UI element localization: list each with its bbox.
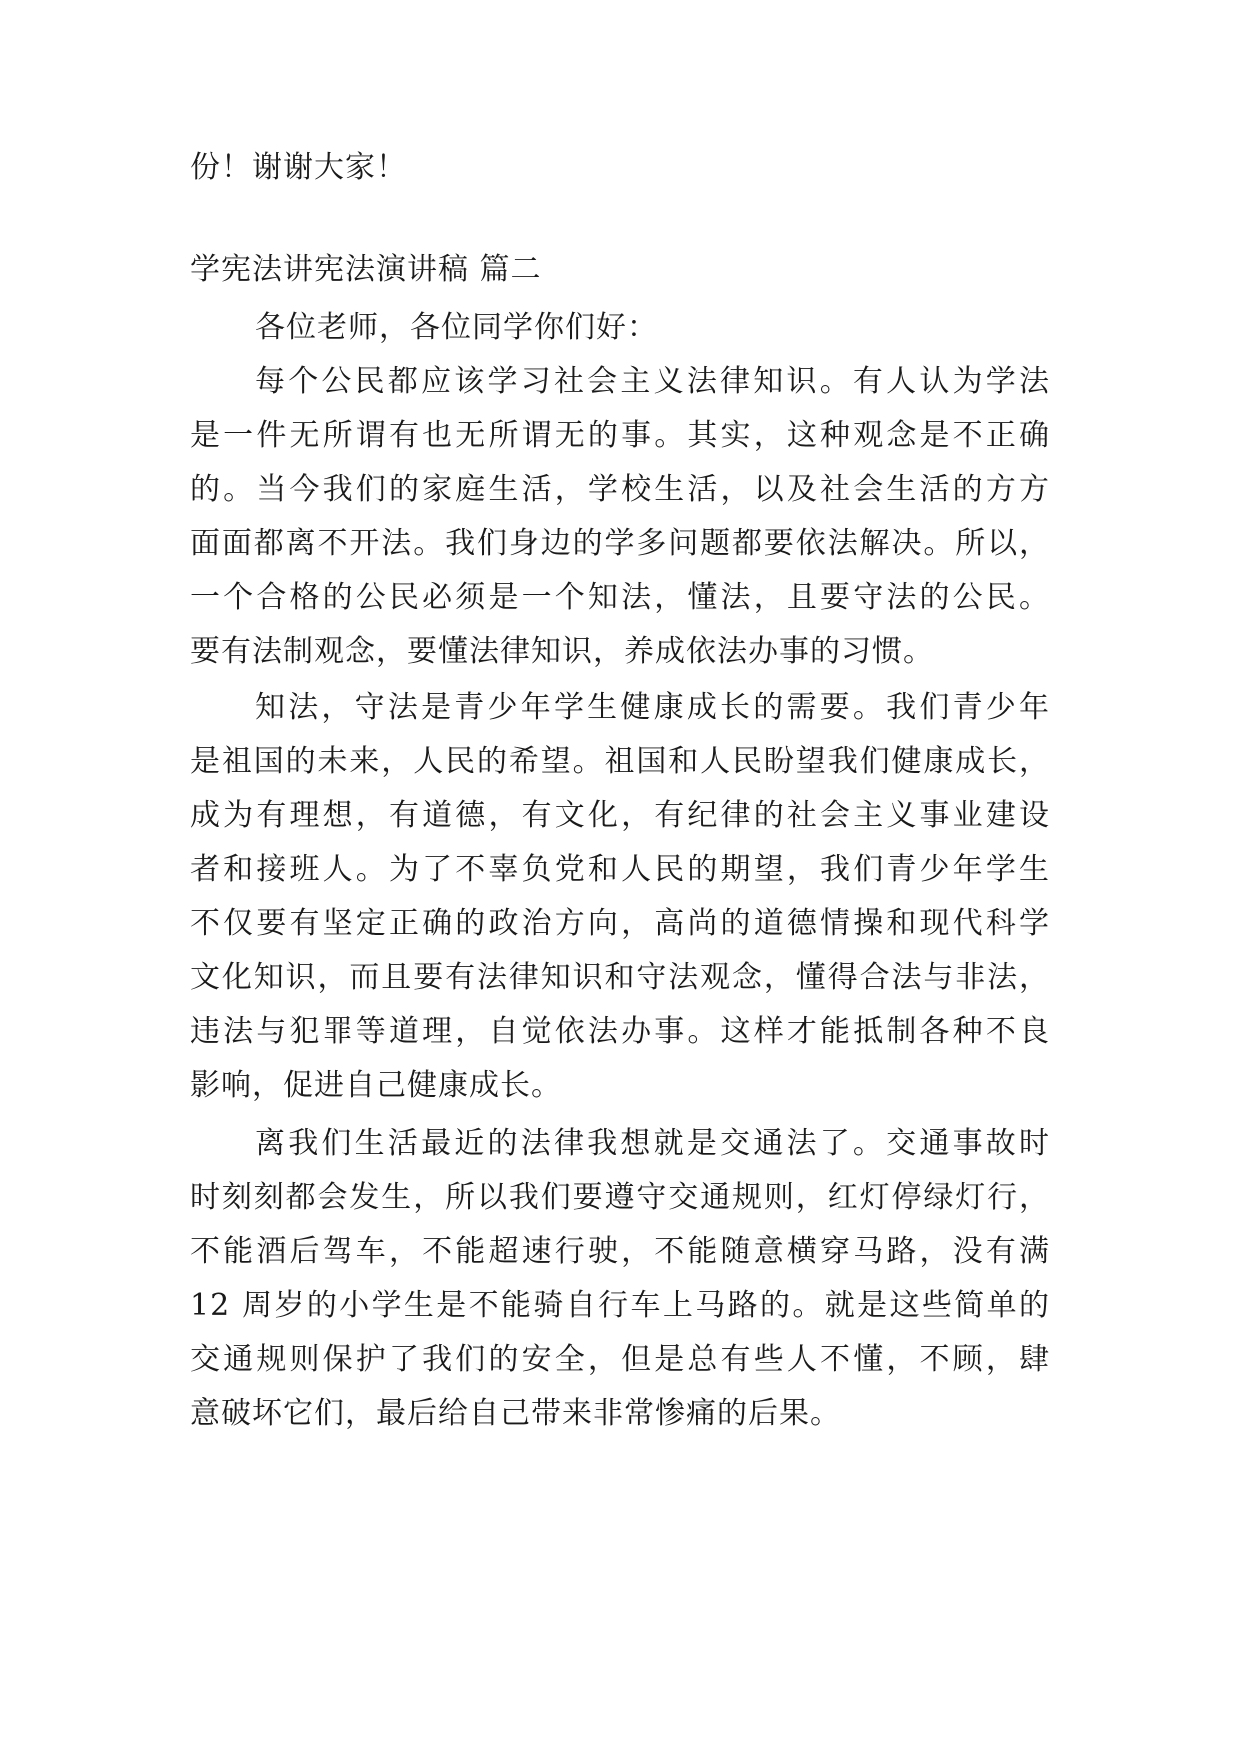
paragraph-line: 12 周岁的小学生是不能骑自行车上马路的。就是这些简单的 bbox=[190, 1288, 1050, 1323]
paragraph-line: 是祖国的未来，人民的希望。祖国和人民盼望我们健康成长， bbox=[190, 744, 1050, 779]
paragraph-line: 要有法制观念，要懂法律知识，养成依法办事的习惯。 bbox=[190, 634, 934, 669]
paragraph-line: 离我们生活最近的法律我想就是交通法了。交通事故时 bbox=[255, 1126, 1050, 1161]
paragraph-line: 不仅要有坚定正确的政治方向，高尚的道德情操和现代科学 bbox=[190, 906, 1050, 941]
paragraph-line: 影响，促进自己健康成长。 bbox=[190, 1068, 562, 1103]
paragraph-line: 文化知识，而且要有法律知识和守法观念，懂得合法与非法， bbox=[190, 960, 1050, 995]
paragraph-line: 交通规则保护了我们的安全，但是总有些人不懂，不顾，肆 bbox=[190, 1342, 1050, 1377]
paragraph-line: 不能酒后驾车，不能超速行驶，不能随意横穿马路，没有满 bbox=[190, 1234, 1050, 1269]
paragraph-line: 违法与犯罪等道理，自觉依法办事。这样才能抵制各种不良 bbox=[190, 1014, 1050, 1049]
section-heading: 学宪法讲宪法演讲稿 篇二 bbox=[190, 252, 542, 287]
paragraph-line: 一个合格的公民必须是一个知法，懂法，且要守法的公民。 bbox=[190, 580, 1050, 615]
paragraph-line: 知法，守法是青少年学生健康成长的需要。我们青少年 bbox=[255, 690, 1050, 725]
paragraph-line: 每个公民都应该学习社会主义法律知识。有人认为学法 bbox=[255, 364, 1050, 399]
greeting-line: 各位老师，各位同学你们好： bbox=[255, 310, 658, 345]
paragraph-line: 者和接班人。为了不辜负党和人民的期望，我们青少年学生 bbox=[190, 852, 1050, 887]
paragraph-line: 面面都离不开法。我们身边的学多问题都要依法解决。所以， bbox=[190, 526, 1050, 561]
paragraph-line: 成为有理想，有道德，有文化，有纪律的社会主义事业建设 bbox=[190, 798, 1050, 833]
paragraph-line: 的。当今我们的家庭生活，学校生活，以及社会生活的方方 bbox=[190, 472, 1050, 507]
paragraph-line: 时刻刻都会发生，所以我们要遵守交通规则，红灯停绿灯行， bbox=[190, 1180, 1050, 1215]
paragraph-line: 意破坏它们，最后给自己带来非常惨痛的后果。 bbox=[190, 1396, 841, 1431]
closing-line: 份！谢谢大家！ bbox=[190, 150, 407, 185]
paragraph-line: 是一件无所谓有也无所谓无的事。其实，这种观念是不正确 bbox=[190, 418, 1050, 453]
